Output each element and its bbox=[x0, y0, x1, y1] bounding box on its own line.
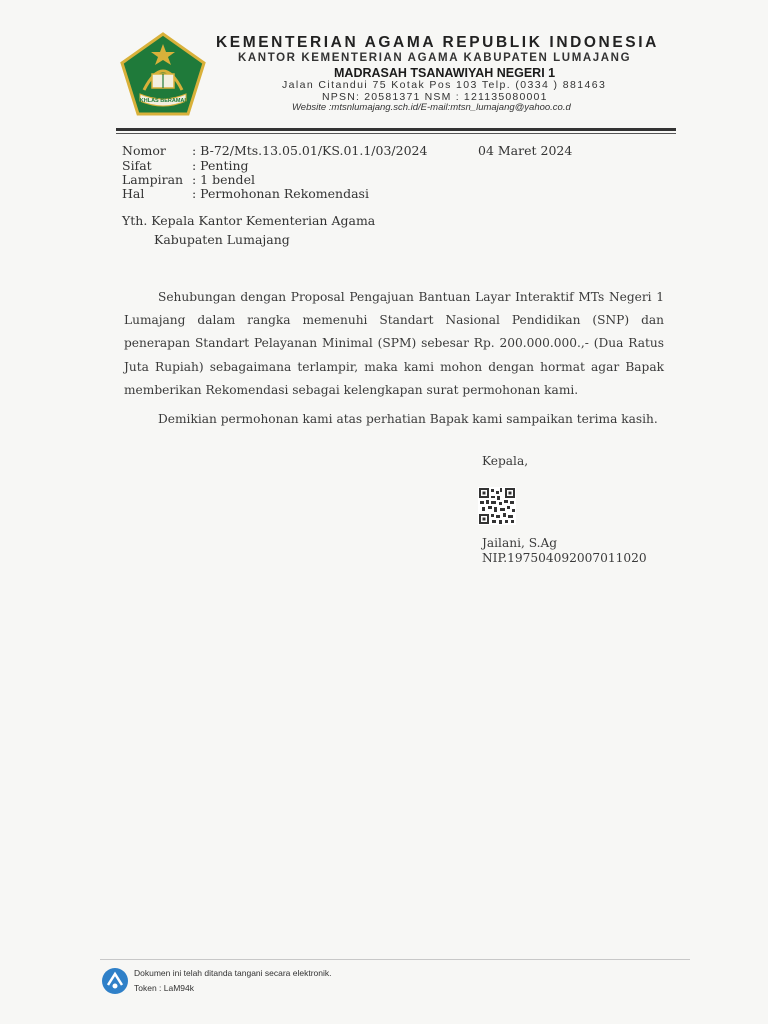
meta-value-nomor: : B-72/Mts.13.05.01/KS.01.1/03/2024 bbox=[192, 143, 428, 158]
letter-date: 04 Maret 2024 bbox=[478, 143, 573, 158]
esign-token: Token : LaM94k bbox=[134, 983, 195, 993]
school-ids: NPSN: 20581371 NSM : 121135080001 bbox=[322, 91, 548, 103]
esign-notice: Dokumen ini telah ditanda tangani secara elektronik. bbox=[134, 968, 332, 978]
meta-label-sifat: Sifat bbox=[122, 158, 152, 173]
body-paragraph: Sehubungan dengan Proposal Pengajuan Bantuan Layar Interaktif MTs Negeri 1 Lumajang dalam rangka memenuhi Standart Nasional Pendidikan (SNP) dan penerapan Standart Pelayanan Minimal (SPM) sebesar Rp. 200.000.000.,- (Dua Ratus Juta Rupiah) sebagaimana terlampir, maka kami mohon dengan hormat agar Bapak memberikan Rekomendasi sebagai kelengkapan surat permohonan kami. bbox=[124, 290, 664, 397]
meta-label-hal: Hal bbox=[122, 186, 145, 201]
school-address: Jalan Citandui 75 Kotak Pos 103 Telp. (0334 ) 881463 bbox=[282, 79, 607, 91]
meta-label-lampiran: Lampiran bbox=[122, 172, 184, 187]
meta-label-nomor: Nomor bbox=[122, 143, 166, 158]
footer-divider bbox=[100, 959, 690, 960]
meta-value-lampiran: : 1 bendel bbox=[192, 172, 255, 187]
meta-value-hal: : Permohonan Rekomendasi bbox=[192, 186, 369, 201]
letterhead-rule-thin bbox=[116, 133, 676, 134]
school-name: MADRASAH TSANAWIYAH NEGERI 1 bbox=[334, 66, 556, 80]
letter-body bbox=[124, 286, 664, 402]
ministry-name: KEMENTERIAN AGAMA REPUBLIK INDONESIA bbox=[216, 34, 659, 51]
closing-paragraph: Demikian permohonan kami atas perhatian Bapak kami sampaikan terima kasih. bbox=[158, 412, 658, 426]
addressee-line-1: Yth. Kepala Kantor Kementerian Agama bbox=[122, 213, 376, 228]
ministry-logo bbox=[120, 32, 206, 116]
logo-motto: IKHLAS BERAMAL bbox=[138, 98, 188, 104]
office-name: KANTOR KEMENTERIAN AGAMA KABUPATEN LUMAJANG bbox=[238, 52, 632, 64]
meta-value-sifat: : Penting bbox=[192, 158, 249, 173]
bsre-logo-icon bbox=[100, 966, 130, 996]
signature-title: Kepala, bbox=[482, 454, 529, 468]
qr-code-icon bbox=[478, 487, 516, 525]
signatory-nip: NIP.197504092007011020 bbox=[482, 551, 647, 565]
addressee-line-2: Kabupaten Lumajang bbox=[154, 232, 290, 247]
signatory-name: Jailani, S.Ag bbox=[482, 536, 558, 550]
school-website: Website :mtsnlumajang.sch.id/E-mail:mtsn_lumajang@yahoo.co.d bbox=[292, 102, 571, 113]
letterhead-rule-thick bbox=[116, 128, 676, 131]
